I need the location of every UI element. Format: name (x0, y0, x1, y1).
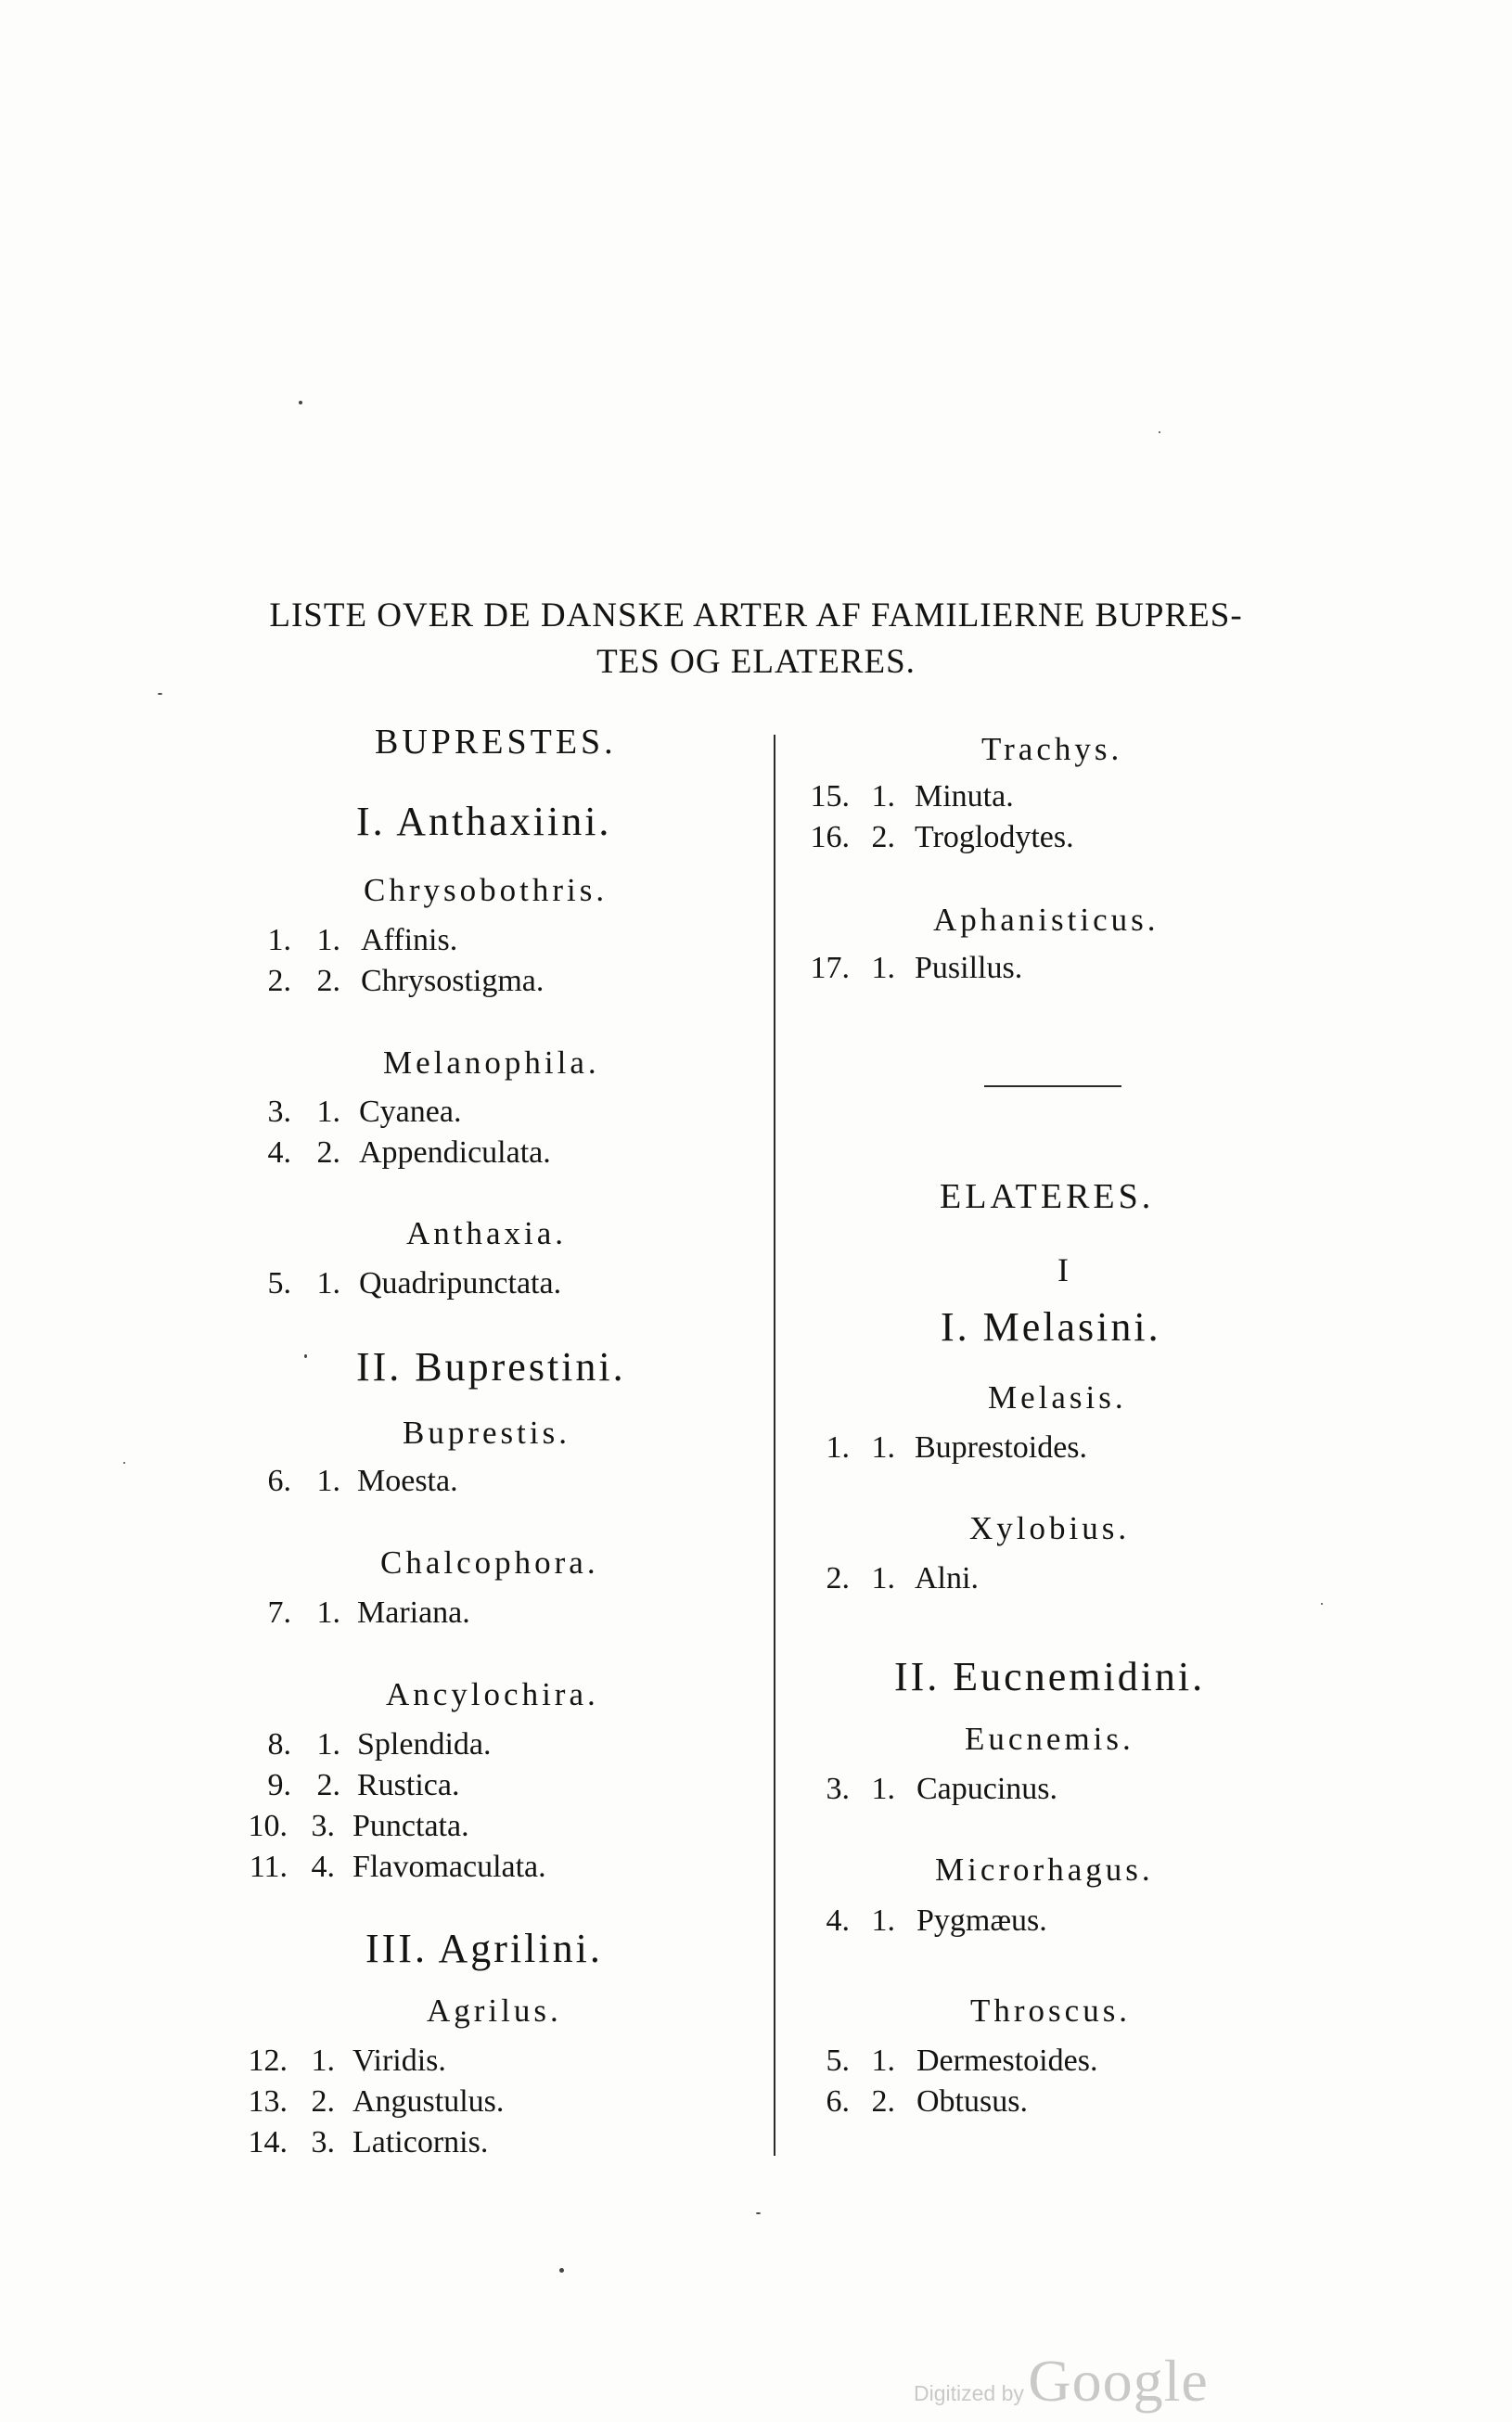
species-entry (0, 1095, 742, 1132)
species-name: Cyanea. (359, 1095, 462, 1129)
species-number: 2. (826, 1561, 850, 1595)
scan-speck (1159, 431, 1160, 433)
species-number: 15. (810, 779, 850, 814)
species-number: 6. (826, 2084, 850, 2119)
genus-heading: Eucnemis. (965, 1721, 1134, 1757)
species-entry (0, 779, 1299, 816)
genus-heading: Ancylochira. (386, 1676, 599, 1712)
species-subnumber: 1. (871, 951, 895, 985)
species-number: 5. (267, 1266, 291, 1301)
species-subnumber: 1. (871, 1903, 895, 1938)
species-name: Dermestoides. (916, 2044, 1098, 2078)
species-name: Minuta. (915, 779, 1014, 814)
species-number: 4. (267, 1135, 291, 1170)
species-entry (0, 1430, 1299, 1467)
species-name: Punctata. (352, 1809, 469, 1843)
species-name: Flavomaculata. (352, 1850, 546, 1884)
genus-heading: Aphanisticus. (933, 902, 1160, 938)
species-name: Viridis. (352, 2044, 446, 2078)
species-subnumber: 1. (316, 923, 340, 957)
species-number: 10. (248, 1809, 288, 1843)
species-entry (0, 1595, 742, 1633)
species-name: Alni. (915, 1561, 979, 1595)
tribe-heading: II. Eucnemidini. (894, 1654, 1206, 1699)
species-name: Obtusus. (916, 2084, 1028, 2119)
species-subnumber: 3. (311, 1809, 335, 1843)
species-number: 9. (267, 1768, 291, 1802)
tribe-heading: I. Melasini. (941, 1304, 1161, 1350)
species-subnumber: 1. (311, 2044, 335, 2078)
species-name: Mariana. (357, 1595, 470, 1630)
scan-speck (299, 401, 302, 404)
species-subnumber: 2. (316, 964, 340, 998)
species-name: Quadripunctata. (359, 1266, 562, 1301)
watermark-prefix: Digitized by (914, 2381, 1024, 2405)
species-subnumber: 1. (316, 1464, 340, 1498)
species-name: Rustica. (357, 1768, 460, 1802)
species-entry (0, 1903, 1299, 1941)
species-name: Capucinus. (916, 1772, 1058, 1806)
genus-heading: Chalcophora. (380, 1544, 599, 1581)
species-name: Buprestoides. (915, 1430, 1088, 1465)
species-number: 5. (826, 2044, 850, 2078)
species-number: 1. (826, 1430, 850, 1465)
scan-speck (756, 2212, 761, 2214)
species-subnumber: 2. (871, 2084, 895, 2119)
species-name: Troglodytes. (915, 820, 1074, 854)
species-subnumber: 1. (871, 779, 895, 814)
species-entry (0, 951, 1299, 988)
species-name: Angustulus. (352, 2084, 505, 2119)
species-subnumber: 4. (311, 1850, 335, 1884)
species-entry (0, 2044, 1299, 2081)
species-number: 7. (267, 1595, 291, 1630)
species-subnumber: 1. (316, 1095, 340, 1129)
scan-speck (559, 2268, 564, 2273)
species-entry (0, 1266, 742, 1303)
species-subnumber: 1. (316, 1727, 340, 1762)
species-name: Appendiculata. (359, 1135, 551, 1170)
genus-heading: Xylobius. (969, 1510, 1131, 1546)
page-title-line-1: LISTE OVER DE DANSKE ARTER AF FAMILIERNE BUPRES- (269, 596, 1243, 634)
genus-heading: Anthaxia. (406, 1215, 568, 1251)
species-number: 1. (267, 923, 291, 957)
genus-heading: Trachys. (981, 731, 1123, 767)
species-subnumber: 3. (311, 2125, 335, 2159)
species-entry (0, 1850, 742, 1887)
species-number: 2. (267, 964, 291, 998)
species-number: 12. (248, 2044, 288, 2078)
scan-speck (304, 1354, 307, 1358)
species-entry (0, 1772, 1299, 1809)
genus-heading: Melanophila. (383, 1044, 600, 1081)
species-entry (0, 1561, 1299, 1598)
section-heading-elateres: ELATERES. (940, 1177, 1155, 1216)
genus-heading: Melasis. (988, 1379, 1127, 1416)
page-title-line-2: TES OG ELATERES. (596, 643, 916, 681)
species-subnumber: 2. (316, 1768, 340, 1802)
species-subnumber: 1. (316, 1595, 340, 1630)
species-name: Pusillus. (915, 951, 1023, 985)
species-number: 4. (826, 1903, 850, 1938)
tribe-heading: II. Buprestini. (356, 1344, 626, 1390)
scan-speck (1321, 1603, 1323, 1605)
species-subnumber: 2. (311, 2084, 335, 2119)
species-subnumber: 1. (871, 1772, 895, 1806)
species-name: Laticornis. (352, 2125, 489, 2159)
species-entry (0, 1464, 742, 1501)
species-entry (0, 2084, 1299, 2121)
species-name: Chrysostigma. (361, 964, 545, 998)
species-number: 16. (810, 820, 850, 854)
species-subnumber: 2. (871, 820, 895, 854)
species-subnumber: 1. (871, 2044, 895, 2078)
scan-speck (158, 693, 162, 695)
stray-mark: I (1057, 1251, 1072, 1288)
species-entry (0, 1727, 742, 1764)
species-number: 13. (248, 2084, 288, 2119)
genus-heading: Buprestis. (403, 1415, 570, 1451)
species-entry (0, 1809, 742, 1846)
species-number: 8. (267, 1727, 291, 1762)
species-name: Affinis. (361, 923, 458, 957)
genus-heading: Chrysobothris. (364, 872, 609, 908)
species-name: Pygmæus. (916, 1903, 1047, 1938)
tribe-heading: I. Anthaxiini. (356, 799, 612, 844)
section-heading-buprestes: BUPRESTES. (375, 723, 617, 762)
species-subnumber: 1. (871, 1430, 895, 1465)
species-name: Moesta. (357, 1464, 458, 1498)
species-entry (0, 820, 1299, 857)
species-subnumber: 1. (316, 1266, 340, 1301)
species-number: 11. (249, 1850, 288, 1884)
species-number: 14. (248, 2125, 288, 2159)
section-divider (984, 1085, 1121, 1087)
species-name: Splendida. (357, 1727, 492, 1762)
species-subnumber: 2. (316, 1135, 340, 1170)
genus-heading: Agrilus. (427, 1993, 562, 2029)
genus-heading: Microrhagus. (935, 1852, 1154, 1888)
scan-speck (123, 1462, 125, 1464)
species-number: 3. (267, 1095, 291, 1129)
species-entry (0, 2125, 742, 2162)
species-number: 6. (267, 1464, 291, 1498)
species-subnumber: 1. (871, 1561, 895, 1595)
species-number: 3. (826, 1772, 850, 1806)
google-logo: Google (1028, 2348, 1209, 2414)
species-number: 17. (810, 951, 850, 985)
species-entry (0, 1135, 742, 1173)
digitized-watermark (914, 2347, 1209, 2416)
genus-heading: Throscus. (970, 1993, 1132, 2029)
tribe-heading: III. Agrilini. (365, 1926, 603, 1971)
